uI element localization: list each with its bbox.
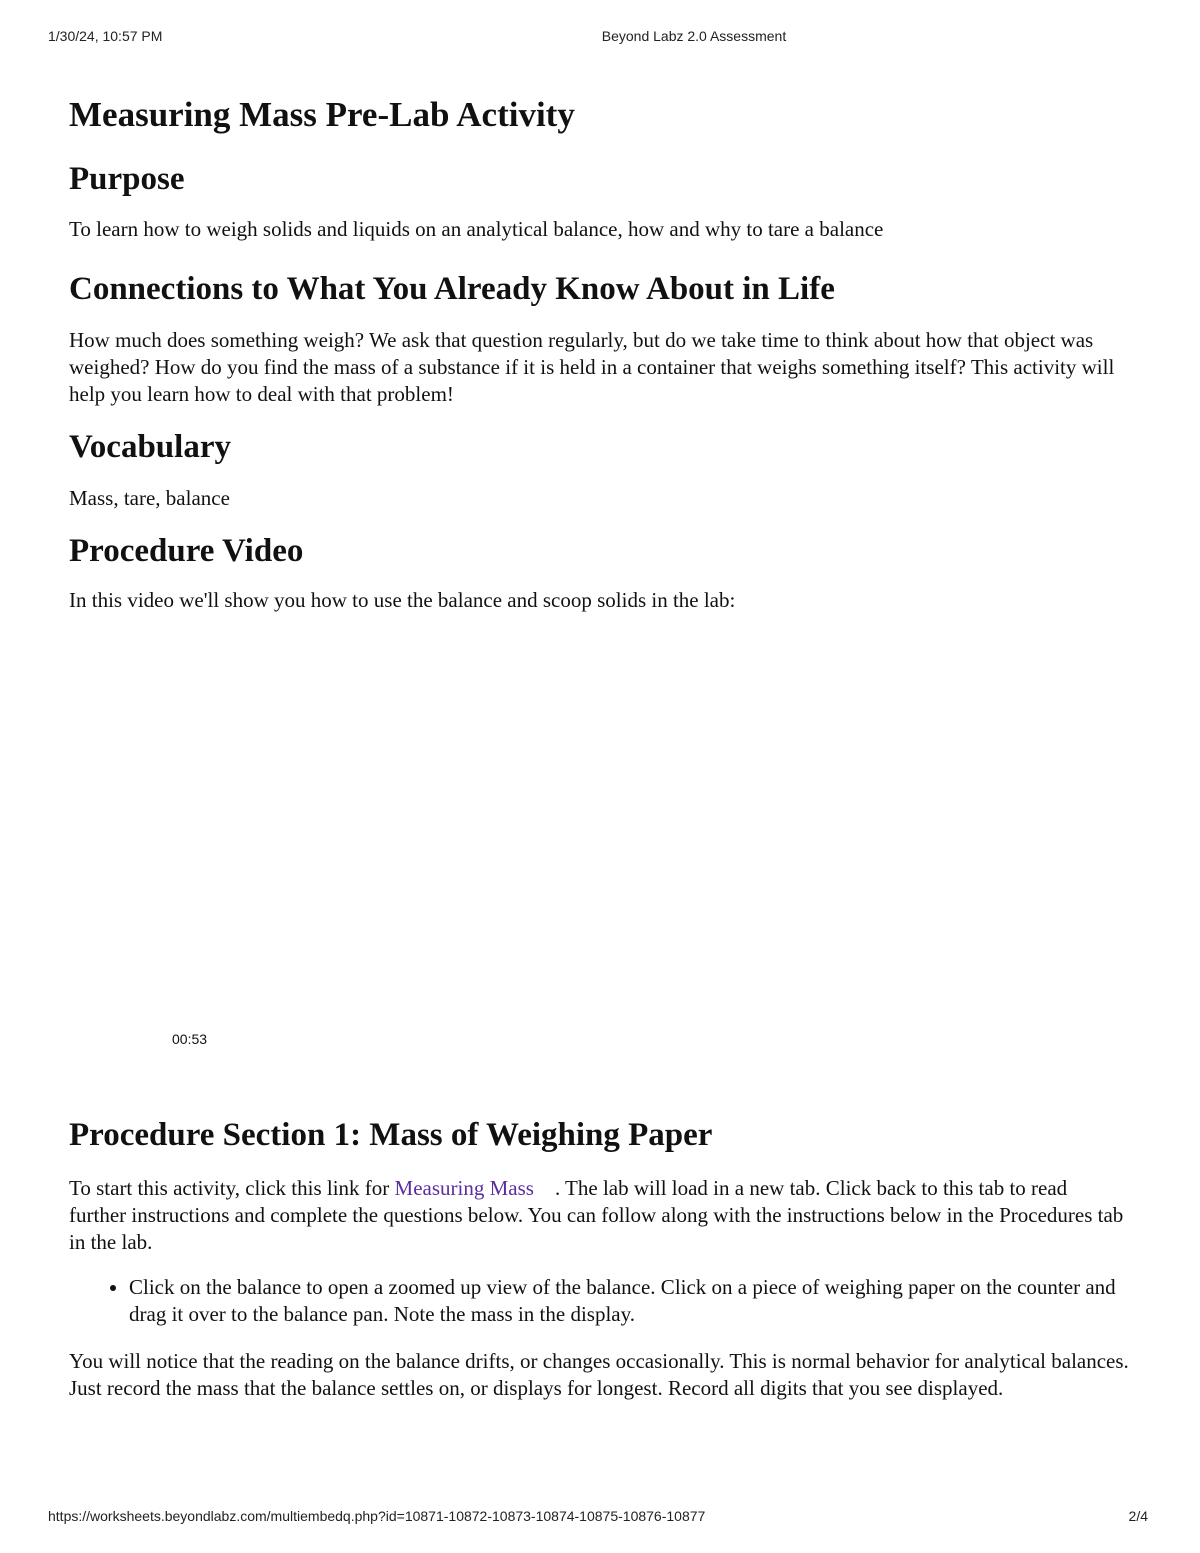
list-item: • Click on the balance to open a zoomed up view of the balance. Click on a piece of weighing paper on the counter and drag it over to the balance pan. Note the mass in the display. (129, 1274, 1129, 1328)
procedure-section1-heading: Procedure Section 1: Mass of Weighing Paper (69, 1117, 713, 1153)
procedure-section1-text-start: To start this activity, click this link for (69, 1176, 395, 1200)
connections-text: How much does something weigh? We ask that question regularly, but do we take time to think about how that object was weighed? How do you find the mass of a substance if it is held in a container that weighs something itself? This activity will help you learn how to deal with that problem! (69, 328, 1115, 406)
print-url: https://worksheets.beyondlabz.com/multiembedq.php?id=10871-10872-10873-10874-10875-10876-10877 (48, 1508, 706, 1524)
procedure-video-text: In this video we'll show you how to use the balance and scoop solids in the lab: (69, 588, 736, 612)
vocabulary-heading: Vocabulary (69, 429, 231, 465)
print-title: Beyond Labz 2.0 Assessment (601, 28, 787, 44)
video-player[interactable] (69, 614, 1129, 1114)
page-title: Measuring Mass Pre-Lab Activity (69, 95, 575, 134)
connections-heading: Connections to What You Already Know About in Life (69, 271, 835, 307)
document-content (69, 92, 1129, 1402)
video-time-display: 00:53 (172, 1031, 208, 1047)
vocabulary-text: Mass, tare, balance (69, 486, 230, 510)
purpose-text: To learn how to weigh solids and liquids on an analytical balance, how and why to tare a balance (69, 217, 884, 241)
procedure-section1-text-end: . The lab will load in a new tab. Click back to this tab to read further instructions and complete the questions below. You can follow along with the instructions below in the Procedures tab in the lab. (69, 1176, 1129, 1254)
print-footer (0, 1508, 1200, 1528)
purpose-heading: Purpose (69, 161, 185, 197)
print-page-number: 2/4 (1128, 1508, 1148, 1524)
balance-drift-text: You will notice that the reading on the balance drifts, or changes occasionally. This is normal behavior for analytical balances. Just record the mass that the balance settles on, or displays for longest. Record all digits that you see displayed. (69, 1349, 1129, 1400)
procedure-section1-text (69, 1175, 1129, 1256)
print-datetime: 1/30/24, 10:57 PM (48, 28, 163, 44)
procedure-video-heading: Procedure Video (69, 533, 304, 569)
measuring-mass-link[interactable]: Measuring Mass (394, 1176, 534, 1200)
procedure-section1-list (69, 1274, 1129, 1328)
print-header (0, 28, 1200, 48)
